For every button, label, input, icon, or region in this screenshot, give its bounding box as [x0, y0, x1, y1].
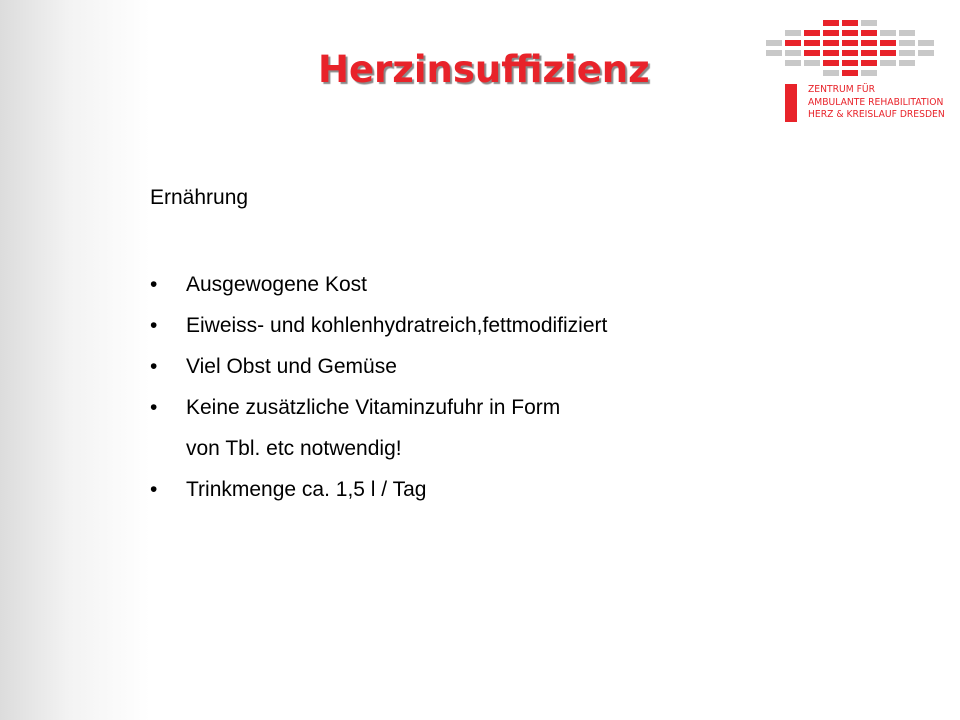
- bullet-icon: •: [150, 314, 158, 337]
- logo-line-2: AMBULANTE REHABILITATION: [808, 96, 944, 108]
- list-item: [150, 387, 607, 469]
- bullet-text-continuation: von Tbl. etc notwendig!: [186, 437, 402, 460]
- list-item: [150, 469, 607, 510]
- bullet-text: Keine zusätzliche Vitaminzufuhr in Form: [186, 396, 561, 419]
- list-item: [150, 305, 607, 346]
- logo-text: [808, 84, 945, 122]
- logo-grid-icon: [765, 18, 945, 78]
- list-item: [150, 264, 607, 305]
- bullet-icon: •: [150, 478, 158, 501]
- logo-bar: [785, 84, 797, 122]
- logo: [765, 18, 945, 128]
- section-heading: Ernährung: [150, 186, 249, 209]
- logo-line-3: HERZ & KREISLAUF DRESDEN: [808, 109, 945, 120]
- bullet-icon: •: [150, 273, 158, 296]
- bullet-list: [150, 264, 607, 510]
- bullet-text: Trinkmenge ca. 1,5 l / Tag: [186, 478, 427, 501]
- bullet-icon: •: [150, 396, 158, 419]
- logo-line-1: ZENTRUM FÜR: [808, 84, 876, 95]
- bullet-text: Eiweiss- und kohlenhydratreich,fettmodifiziert: [186, 314, 608, 337]
- list-item: [150, 346, 607, 387]
- slide-title: Herzinsuffizienz: [318, 48, 650, 91]
- bullet-text: Viel Obst und Gemüse: [186, 355, 397, 378]
- bullet-text: Ausgewogene Kost: [186, 273, 367, 296]
- bullet-icon: •: [150, 355, 158, 378]
